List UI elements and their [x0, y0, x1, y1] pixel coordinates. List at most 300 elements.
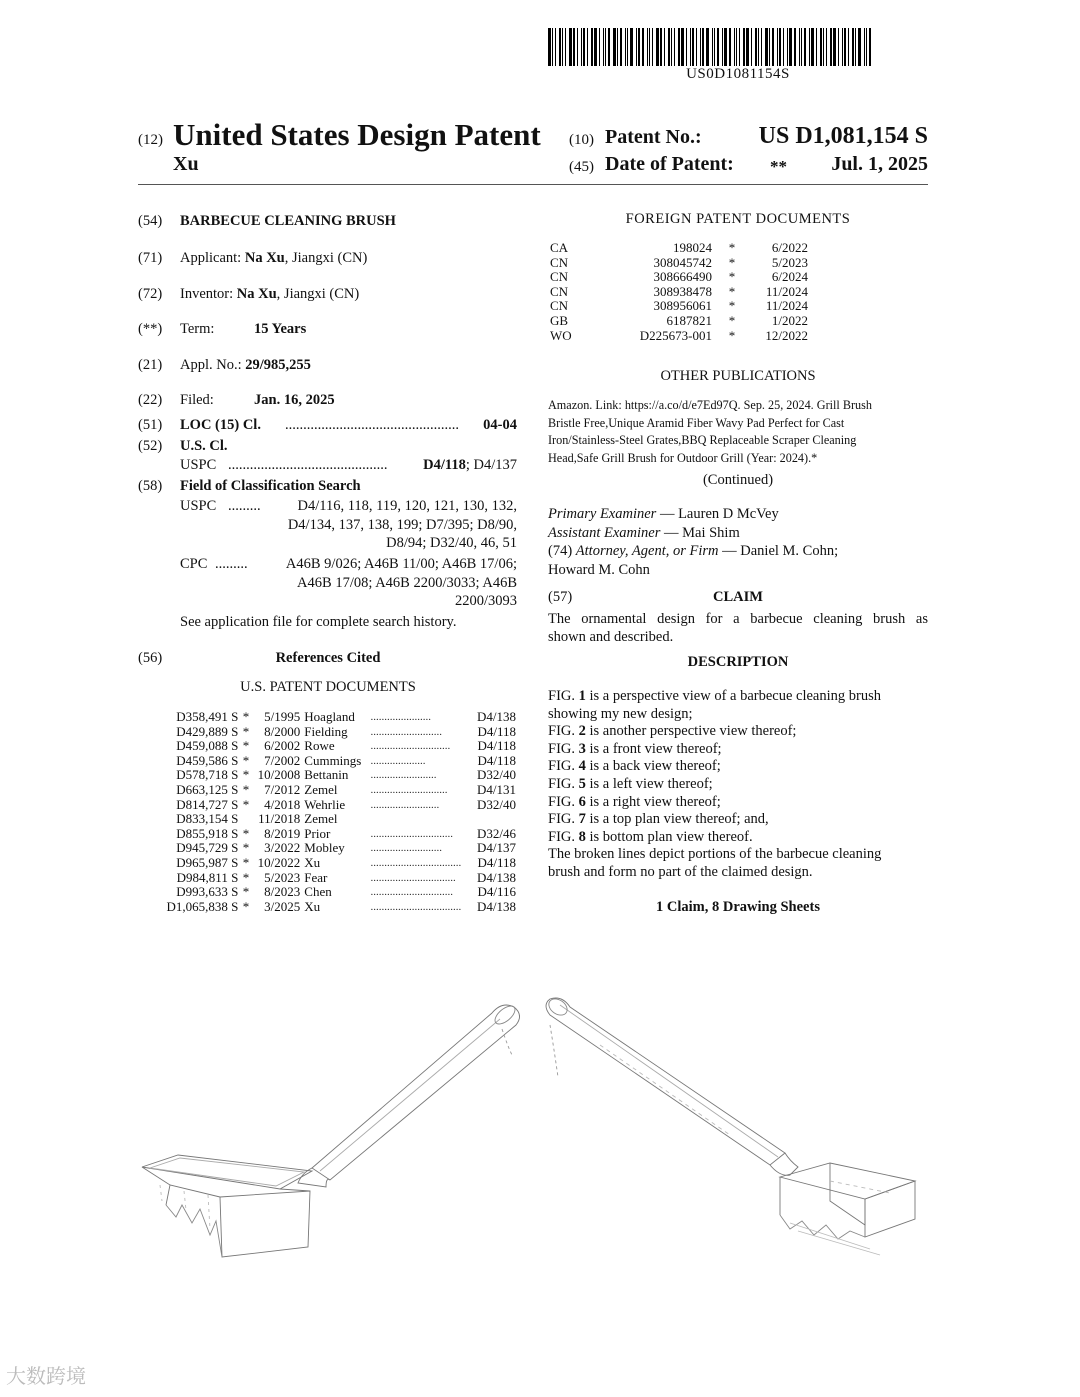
barcode-bar — [591, 28, 593, 66]
barcode-bar — [809, 28, 810, 66]
ref-number: D459,586 S — [176, 752, 239, 768]
description-line — [548, 864, 928, 882]
ref-number: D984,811 S — [176, 869, 239, 885]
ref-number: D833,154 S — [176, 811, 239, 827]
barcode-bar — [816, 28, 817, 66]
ref-class: D4/118 — [477, 723, 516, 739]
ref-star: * — [242, 767, 250, 783]
primary-examiner-line — [548, 505, 838, 524]
ref-class — [471, 812, 518, 827]
ref-dots: .............................. — [370, 827, 454, 840]
ref-star: * — [242, 884, 250, 900]
barcode-bar — [660, 28, 662, 66]
barcode-bar — [864, 28, 865, 66]
barcode-bar — [830, 28, 832, 66]
barcode-bar — [811, 28, 814, 66]
description-post: is a right view thereof; — [585, 793, 721, 810]
applicant-name: Na Xu — [244, 250, 285, 266]
description-line — [548, 706, 928, 724]
description-line — [548, 741, 928, 759]
table-row — [548, 285, 810, 300]
patent-type-title: United States Design Patent — [173, 117, 541, 152]
barcode-bar — [848, 28, 849, 66]
uscl-values — [412, 456, 517, 474]
barcode-bar — [751, 28, 752, 66]
ref-class: D4/137 — [477, 840, 516, 856]
barcode-bar — [671, 28, 672, 66]
code-74: (74) — [548, 543, 573, 560]
barcode-bar — [858, 28, 861, 66]
table-row — [158, 871, 518, 886]
barcode-bar — [838, 28, 839, 66]
fpd-number: D225673-001 — [639, 327, 712, 343]
description-pre: FIG. — [548, 811, 579, 828]
ref-dots: ...................... — [370, 711, 432, 723]
barcode-bar — [700, 28, 701, 66]
ref-dots: ............................... — [370, 871, 456, 884]
table-row — [158, 725, 518, 740]
barcode-bar — [765, 28, 768, 66]
ref-inventor: Fear — [304, 869, 328, 885]
table-row — [158, 768, 518, 783]
us-references-table — [158, 710, 518, 914]
fpd-date: 11/2024 — [765, 298, 808, 314]
barcode-bar — [777, 28, 778, 66]
ref-inventor: Zemel — [304, 781, 338, 797]
description-text — [548, 688, 928, 882]
barcode-bar — [581, 28, 582, 66]
fpd-date: 1/2022 — [771, 312, 808, 328]
ref-date: 5/1995 — [264, 709, 301, 724]
filed-date: Jan. 16, 2025 — [254, 392, 335, 408]
ref-inventor: Chen — [304, 884, 332, 900]
table-row — [158, 812, 518, 827]
field-cpc-line-2: A46B 17/08; A46B 2200/3033; A46B — [297, 574, 517, 591]
barcode-bar — [804, 28, 806, 66]
ref-star: * — [242, 723, 250, 739]
ref-class: D4/138 — [477, 869, 516, 885]
description-post: is a left view thereof; — [585, 775, 713, 792]
barcode-bar — [625, 28, 626, 66]
barcode-bar — [565, 28, 566, 66]
description-post: The broken lines depict portions of the barbecue cleaning — [548, 846, 882, 863]
fpd-number: 308666490 — [653, 269, 712, 285]
ref-class: D32/40 — [477, 796, 516, 812]
fpd-date: 6/2024 — [771, 269, 808, 285]
foreign-docs-heading: FOREIGN PATENT DOCUMENTS — [625, 211, 851, 227]
field-cpc-line-3: 2200/3093 — [454, 593, 517, 609]
description-post: is bottom plan view thereof. — [585, 828, 753, 845]
term-label: Term: — [180, 321, 215, 337]
barcode-bar — [569, 28, 572, 66]
description-num: 4 — [578, 758, 586, 775]
ref-number: D429,889 S — [176, 723, 239, 739]
description-post: showing my new design; — [548, 705, 693, 722]
barcode-bar — [608, 28, 610, 66]
ref-date: 3/2022 — [264, 840, 301, 856]
barcode-bar — [642, 28, 644, 66]
other-publications-heading: OTHER PUBLICATIONS — [660, 368, 816, 384]
description-pre: FIG. — [548, 740, 579, 757]
appl-line — [180, 356, 311, 374]
ref-star: * — [242, 781, 250, 797]
barcode-bar — [844, 28, 846, 66]
barcode-bar — [722, 28, 723, 66]
left-head-front — [220, 1191, 310, 1257]
table-row — [158, 739, 518, 754]
fpd-number: 6187821 — [666, 312, 712, 328]
description-line — [548, 829, 928, 847]
barcode-bar — [678, 28, 680, 66]
attorney-label: Attorney, Agent, or Firm — [575, 543, 719, 560]
code-71: (71) — [138, 250, 163, 266]
applicant-line — [180, 249, 367, 267]
barcode-bar — [833, 28, 836, 66]
barcode-bar — [734, 28, 735, 66]
assistant-examiner-name: — Mai Shim — [660, 524, 740, 541]
barcode-bar — [743, 28, 745, 66]
description-post: is another perspective view thereof; — [585, 723, 797, 740]
table-row — [158, 798, 518, 813]
ref-dots: ......................... — [370, 798, 440, 811]
filed-label: Filed: — [180, 392, 214, 408]
code-22: (22) — [138, 392, 163, 408]
description-num: 2 — [578, 723, 586, 740]
uscl-label: U.S. Cl. — [180, 438, 228, 454]
barcode-bar — [686, 28, 687, 66]
fpd-star: * — [728, 312, 736, 328]
barcode-bar — [559, 28, 561, 66]
claim-heading: CLAIM — [713, 589, 763, 605]
description-line — [548, 776, 928, 794]
ref-date: 7/2002 — [264, 752, 301, 768]
ref-inventor: Xu — [304, 898, 321, 914]
table-row — [158, 900, 518, 915]
table-row — [548, 329, 810, 344]
ref-dots: ........................ — [370, 769, 437, 782]
barcode-bar — [587, 28, 588, 66]
description-num: 6 — [578, 793, 586, 810]
ref-star: * — [242, 854, 250, 870]
date-label: Date of Patent: — [605, 153, 734, 175]
code-56: (56) — [138, 650, 163, 666]
applicant-label: Applicant: — [180, 250, 242, 266]
ref-inventor: Prior — [304, 825, 331, 841]
loc-value: 04-04 — [483, 417, 517, 433]
ref-number: D578,718 S — [176, 767, 239, 783]
ref-class: D4/116 — [477, 884, 516, 900]
fpd-star: * — [728, 298, 736, 314]
patent-date: Jul. 1, 2025 — [831, 153, 928, 175]
ref-date: 10/2008 — [257, 767, 301, 783]
description-heading: DESCRIPTION — [687, 654, 789, 670]
field-uspc-label: USPC — [180, 498, 217, 514]
date-mark: ** — [770, 157, 787, 176]
field-search-label: Field of Classification Search — [180, 478, 361, 494]
description-pre: FIG. — [548, 688, 579, 704]
barcode-bar — [826, 28, 827, 66]
table-row — [158, 783, 518, 798]
barcode-bar — [769, 28, 770, 66]
barcode-bar — [573, 28, 575, 66]
barcode-bar — [577, 28, 578, 66]
barcode-bar — [739, 28, 740, 66]
description-line — [548, 811, 928, 829]
patent-number: US D1,081,154 S — [758, 123, 928, 149]
ref-dots: .......................... — [370, 725, 443, 738]
fpd-number: 308956061 — [653, 298, 712, 314]
barcode-bar — [783, 28, 784, 66]
barcode-bar — [724, 28, 727, 66]
description-post: is a front view thereof; — [585, 740, 722, 757]
table-row — [158, 827, 518, 842]
appl-label: Appl. No.: — [180, 357, 242, 373]
ref-inventor: Wehrlie — [304, 796, 346, 812]
barcode-bar — [555, 28, 556, 66]
fpd-star: * — [728, 240, 736, 255]
barcode-bar — [717, 28, 719, 66]
ref-inventor: Bettanin — [304, 767, 349, 783]
ref-inventor: Rowe — [304, 738, 335, 754]
ref-date: 4/2018 — [264, 796, 301, 812]
other-publication-entry — [548, 397, 928, 468]
table-row — [158, 885, 518, 900]
code-45: (45) — [569, 159, 594, 175]
references-heading: References Cited — [275, 650, 381, 666]
ref-star: * — [242, 825, 250, 841]
ref-number: D459,088 S — [176, 738, 239, 754]
barcode — [548, 28, 928, 66]
barcode-bar — [799, 28, 800, 66]
inventor-location: , Jiangxi (CN) — [276, 286, 360, 302]
barcode-bar — [617, 28, 618, 66]
barcode-bar — [772, 28, 774, 66]
field-cpc-line-1: A46B 9/026; A46B 11/00; A46B 17/06; — [285, 556, 517, 572]
code-51: (51) — [138, 417, 163, 433]
field-uspc-dots: ......... — [228, 498, 261, 514]
barcode-bar — [630, 28, 633, 66]
barcode-bar — [674, 28, 675, 66]
uscl-primary: D4/118 — [423, 457, 466, 473]
ref-class: D4/118 — [477, 752, 516, 768]
description-num: 1 — [578, 688, 586, 704]
barcode-bar — [779, 28, 781, 66]
inventor-name: Na Xu — [236, 286, 277, 302]
fpd-date: 6/2022 — [771, 240, 808, 255]
description-line — [548, 794, 928, 812]
ref-number: D814,727 S — [176, 796, 239, 812]
fpd-country: CN — [550, 283, 569, 299]
barcode-bar — [696, 28, 697, 66]
barcode-bar — [787, 28, 788, 66]
other-pub-line-4: Head,Safe Grill Brush for Outdoor Grill (Year: 2024).* — [548, 451, 818, 466]
code-term: (**) — [138, 321, 163, 337]
ref-inventor: Xu — [304, 854, 321, 870]
code-72: (72) — [138, 286, 163, 302]
ref-number: D1,065,838 S — [166, 898, 239, 914]
design-drawing — [130, 985, 930, 1305]
header-rule — [138, 184, 928, 185]
ref-star: * — [242, 796, 250, 812]
ref-number: D965,987 S — [176, 854, 239, 870]
field-uspc-line-3: D8/94; D32/40, 46, 51 — [386, 535, 517, 551]
fpd-country: GB — [550, 312, 569, 328]
description-num: 7 — [578, 811, 586, 828]
inventor-label: Inventor: — [180, 286, 234, 302]
code-54: (54) — [138, 213, 163, 229]
right-head-top — [780, 1163, 915, 1199]
field-uspc-line-1: D4/116, 118, 119, 120, 121, 130, 132, — [297, 498, 517, 514]
barcode-bar — [594, 28, 597, 66]
code-21: (21) — [138, 357, 163, 373]
inventor-line — [180, 285, 359, 303]
description-line — [548, 723, 928, 741]
uscl-uspc-label: USPC — [180, 457, 217, 473]
ref-star: * — [242, 709, 250, 724]
ref-number: D945,729 S — [176, 840, 239, 856]
ref-class: D4/118 — [477, 738, 516, 754]
table-row — [548, 299, 810, 314]
barcode-bar — [794, 28, 796, 66]
barcode-bar — [583, 28, 585, 66]
barcode-bar — [842, 28, 843, 66]
ref-star: * — [242, 752, 250, 768]
ref-class: D4/138 — [477, 709, 516, 724]
barcode-bar — [755, 28, 757, 66]
code-12: (12) — [138, 132, 163, 148]
barcode-bar — [736, 28, 737, 66]
barcode-bar — [562, 28, 563, 66]
claims-sheets-summary: 1 Claim, 8 Drawing Sheets — [656, 899, 820, 915]
ref-inventor: Fielding — [304, 723, 348, 739]
ref-dots: .......................... — [370, 842, 443, 855]
fpd-date: 5/2023 — [771, 254, 808, 270]
ref-star — [240, 812, 251, 827]
barcode-bar — [681, 28, 684, 66]
barcode-bar — [652, 28, 653, 66]
ref-dots — [369, 812, 472, 827]
assistant-examiner-line — [548, 524, 838, 543]
ref-number: D358,491 S — [176, 709, 239, 724]
ref-number: D993,633 S — [176, 884, 239, 900]
loc-dots: ................................................ — [285, 417, 459, 433]
barcode-bar — [548, 28, 551, 66]
foreign-references-table — [548, 241, 810, 343]
ref-class: D4/138 — [477, 898, 516, 914]
barcode-bar — [706, 28, 709, 66]
appl-number: 29/985,255 — [245, 357, 311, 373]
claim-line-2: shown and described. — [548, 629, 674, 645]
barcode-bar — [869, 28, 871, 66]
ref-class: D32/40 — [477, 767, 516, 783]
table-row — [548, 314, 810, 329]
barcode-bar — [603, 28, 604, 66]
barcode-bar — [746, 28, 749, 66]
ref-date: 3/2025 — [264, 898, 301, 914]
ref-date: 11/2018 — [258, 811, 301, 827]
table-row — [548, 241, 810, 256]
description-post: is a top plan view thereof; and, — [585, 811, 769, 828]
left-brush-figure — [142, 1003, 520, 1257]
barcode-bar — [613, 28, 616, 66]
ref-dots: ............................. — [370, 740, 451, 753]
patent-no-label: Patent No.: — [605, 126, 702, 148]
ref-star: * — [242, 738, 250, 754]
primary-examiner-name: — Lauren D McVey — [656, 506, 779, 522]
fpd-star: * — [728, 327, 736, 343]
assistant-examiner-label: Assistant Examiner — [548, 524, 661, 541]
barcode-bar — [761, 28, 762, 66]
table-row — [158, 856, 518, 871]
barcode-bar — [656, 28, 659, 66]
table-row — [158, 754, 518, 769]
ref-date: 8/2023 — [264, 884, 301, 900]
barcode-bar — [668, 28, 670, 66]
barcode-bar — [801, 28, 802, 66]
ref-date: 10/2022 — [257, 854, 301, 870]
description-line — [548, 688, 928, 706]
barcode-bar — [789, 28, 792, 66]
field-cpc-dots: ......... — [215, 556, 248, 572]
table-row — [548, 256, 810, 271]
loc-label: LOC (15) Cl. — [180, 417, 261, 433]
barcode-bar — [620, 28, 622, 66]
fpd-country: CA — [550, 240, 569, 255]
ref-star: * — [242, 840, 250, 856]
barcode-bar — [692, 28, 694, 66]
fpd-country: CN — [550, 269, 569, 285]
ref-class: D4/131 — [477, 781, 516, 797]
term-value: 15 Years — [254, 321, 307, 337]
claim-text — [548, 610, 928, 646]
uscl-secondary: ; D4/137 — [465, 457, 517, 473]
ref-number: D663,125 S — [176, 781, 239, 797]
fpd-star: * — [728, 269, 736, 285]
table-row — [158, 710, 518, 725]
attorney-line-2: Howard M. Cohn — [548, 561, 650, 578]
barcode-bar — [605, 28, 606, 66]
description-num: 8 — [578, 828, 586, 845]
us-patent-docs-heading: U.S. PATENT DOCUMENTS — [240, 679, 416, 695]
fpd-number: 308045742 — [653, 254, 712, 270]
fpd-date: 11/2024 — [765, 283, 808, 299]
examiners-block — [548, 505, 838, 579]
barcode-bar — [627, 28, 628, 66]
barcode-bar — [758, 28, 759, 66]
primary-examiner-label: Primary Examiner — [548, 506, 657, 522]
ref-class: D32/46 — [477, 825, 516, 841]
ref-dots: ................................. — [370, 900, 462, 913]
barcode-bar — [714, 28, 715, 66]
left-handle-outline — [312, 1005, 520, 1180]
field-cpc-values — [250, 555, 517, 611]
inventor-surname: Xu — [173, 153, 199, 175]
barcode-bar — [552, 28, 553, 66]
continued-note: (Continued) — [702, 472, 774, 488]
attorney-name: — Daniel M. Cohn; — [718, 543, 839, 560]
field-uspc-values — [250, 497, 517, 553]
ref-date: 7/2012 — [264, 781, 301, 797]
description-post: is a back view thereof; — [585, 758, 721, 775]
description-line — [548, 758, 928, 776]
ref-dots: .............................. — [370, 886, 454, 899]
other-pub-line-1: Amazon. Link: https://a.co/d/e7Ed97Q. Sep. 25, 2024. Grill Brush — [548, 398, 872, 412]
uscl-dots: ............................................ — [228, 457, 388, 473]
claim-line-1: The ornamental design for a barbecue cleaning brush as — [548, 611, 928, 627]
description-pre: FIG. — [548, 828, 579, 845]
barcode-bar — [820, 28, 822, 66]
ref-date: 8/2000 — [264, 723, 301, 739]
